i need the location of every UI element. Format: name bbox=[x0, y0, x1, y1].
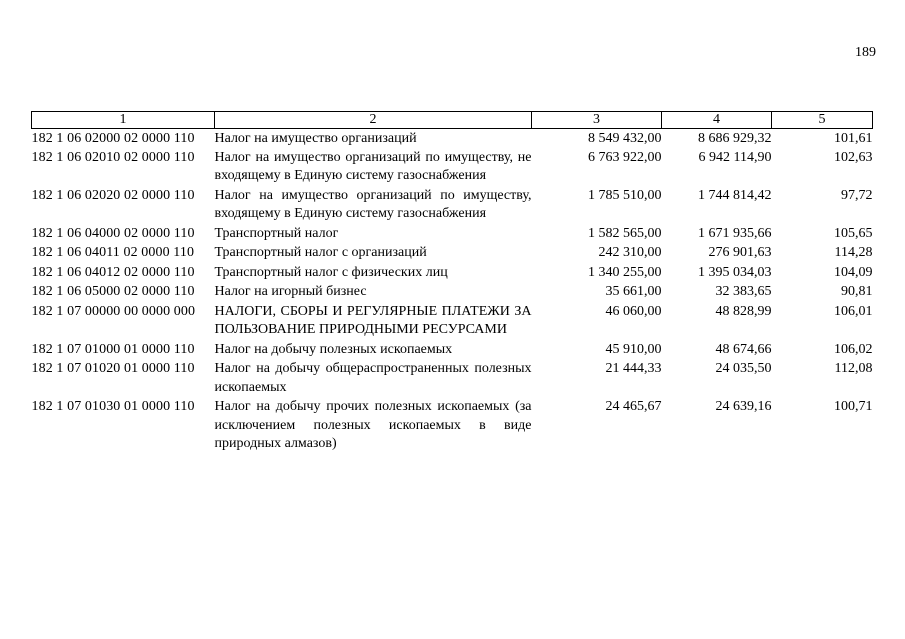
revenue-name-cell: Налог на имущество организаций bbox=[214, 131, 417, 146]
column-3-value: 1 340 255,00 bbox=[588, 264, 662, 280]
column-5-value: 90,81 bbox=[841, 284, 873, 299]
column-5-value: 106,02 bbox=[834, 341, 873, 357]
table-row bbox=[32, 397, 873, 454]
table-row bbox=[32, 302, 873, 340]
revenue-name-cell: Налог на добычу общераспространенных полезных ископаемых bbox=[214, 361, 532, 395]
table-row bbox=[32, 129, 873, 149]
column-3-value: 1 582 565,00 bbox=[588, 225, 662, 241]
revenue-name-cell: Налог на добычу прочих полезных ископаемых (за исключением полезных ископаемых в виде природных алмазов) bbox=[214, 399, 532, 451]
column-5-value: 112,08 bbox=[834, 361, 873, 376]
budget-code-cell: 182 1 06 02010 02 0000 110 bbox=[31, 149, 195, 165]
column-header-2: 2 bbox=[215, 112, 532, 129]
column-header-5: 5 bbox=[772, 112, 873, 129]
revenue-name-cell: Налог на имущество организаций по имуществу, не входящему в Единую систему газоснабжения bbox=[214, 149, 532, 183]
column-3-value: 46 060,00 bbox=[605, 303, 662, 319]
column-4-value: 1 395 034,03 bbox=[698, 264, 772, 280]
column-4-value: 24 639,16 bbox=[715, 399, 772, 414]
table-row bbox=[32, 263, 873, 283]
column-3-value: 242 310,00 bbox=[598, 245, 662, 260]
table-row bbox=[32, 340, 873, 360]
column-3-value: 1 785 510,00 bbox=[588, 187, 662, 203]
column-3-value: 8 549 432,00 bbox=[588, 131, 662, 146]
budget-code-cell: 182 1 06 04011 02 0000 110 bbox=[31, 245, 195, 260]
budget-code-cell: 182 1 06 04012 02 0000 110 bbox=[31, 264, 195, 280]
page-number: 189 bbox=[855, 45, 876, 60]
revenue-name-cell: Налог на имущество организаций по имуществу, входящему в Единую систему газоснабжения bbox=[214, 187, 532, 221]
budget-code-cell: 182 1 07 01030 01 0000 110 bbox=[31, 399, 195, 414]
budget-code-cell: 182 1 06 04000 02 0000 110 bbox=[31, 225, 195, 241]
column-5-value: 97,72 bbox=[841, 187, 873, 203]
column-4-value: 32 383,65 bbox=[715, 284, 772, 299]
table-header-row bbox=[32, 112, 873, 129]
column-5-value: 100,71 bbox=[834, 399, 873, 414]
table-row bbox=[32, 149, 873, 186]
column-header-1: 1 bbox=[32, 112, 215, 129]
column-header-4: 4 bbox=[662, 112, 772, 129]
column-4-value: 1 671 935,66 bbox=[698, 225, 772, 241]
column-3-value: 21 444,33 bbox=[605, 361, 662, 376]
budget-code-cell: 182 1 07 00000 00 0000 000 bbox=[31, 303, 196, 319]
column-3-value: 6 763 922,00 bbox=[588, 149, 662, 165]
revenue-name-cell: Налог на добычу полезных ископаемых bbox=[214, 341, 453, 357]
column-3-value: 45 910,00 bbox=[605, 341, 662, 357]
column-header-3: 3 bbox=[532, 112, 662, 129]
table-row bbox=[32, 224, 873, 244]
column-4-value: 48 674,66 bbox=[715, 341, 772, 357]
table-row bbox=[32, 243, 873, 263]
budget-code-cell: 182 1 06 02020 02 0000 110 bbox=[31, 187, 195, 203]
column-3-value: 24 465,67 bbox=[605, 399, 662, 414]
table-row bbox=[32, 282, 873, 302]
budget-table bbox=[31, 111, 873, 454]
column-4-value: 48 828,99 bbox=[715, 303, 772, 319]
column-5-value: 104,09 bbox=[834, 264, 873, 280]
budget-code-cell: 182 1 06 05000 02 0000 110 bbox=[31, 284, 195, 299]
column-5-value: 106,01 bbox=[834, 303, 873, 319]
budget-code-cell: 182 1 07 01000 01 0000 110 bbox=[31, 341, 195, 357]
column-4-value: 8 686 929,32 bbox=[698, 131, 772, 146]
budget-code-cell: 182 1 07 01020 01 0000 110 bbox=[31, 361, 195, 376]
revenue-name-cell: Транспортный налог bbox=[214, 225, 339, 241]
revenue-name-cell: Транспортный налог с физических лиц bbox=[214, 264, 448, 280]
column-4-value: 276 901,63 bbox=[708, 245, 772, 260]
column-4-value: 24 035,50 bbox=[715, 361, 772, 376]
table-row bbox=[32, 359, 873, 397]
column-3-value: 35 661,00 bbox=[605, 284, 662, 299]
revenue-name-cell: НАЛОГИ, СБОРЫ И РЕГУЛЯРНЫЕ ПЛАТЕЖИ ЗА ПОЛЬЗОВАНИЕ ПРИРОДНЫМИ РЕСУРСАМИ bbox=[214, 303, 532, 337]
column-5-value: 114,28 bbox=[834, 245, 873, 260]
column-5-value: 102,63 bbox=[834, 149, 873, 165]
table-row bbox=[32, 186, 873, 224]
revenue-name-cell: Налог на игорный бизнес bbox=[214, 284, 367, 299]
budget-code-cell: 182 1 06 02000 02 0000 110 bbox=[31, 131, 195, 146]
column-4-value: 6 942 114,90 bbox=[698, 149, 772, 165]
column-5-value: 105,65 bbox=[834, 225, 873, 241]
column-4-value: 1 744 814,42 bbox=[698, 187, 772, 203]
revenue-name-cell: Транспортный налог с организаций bbox=[214, 245, 427, 260]
column-5-value: 101,61 bbox=[834, 131, 873, 146]
